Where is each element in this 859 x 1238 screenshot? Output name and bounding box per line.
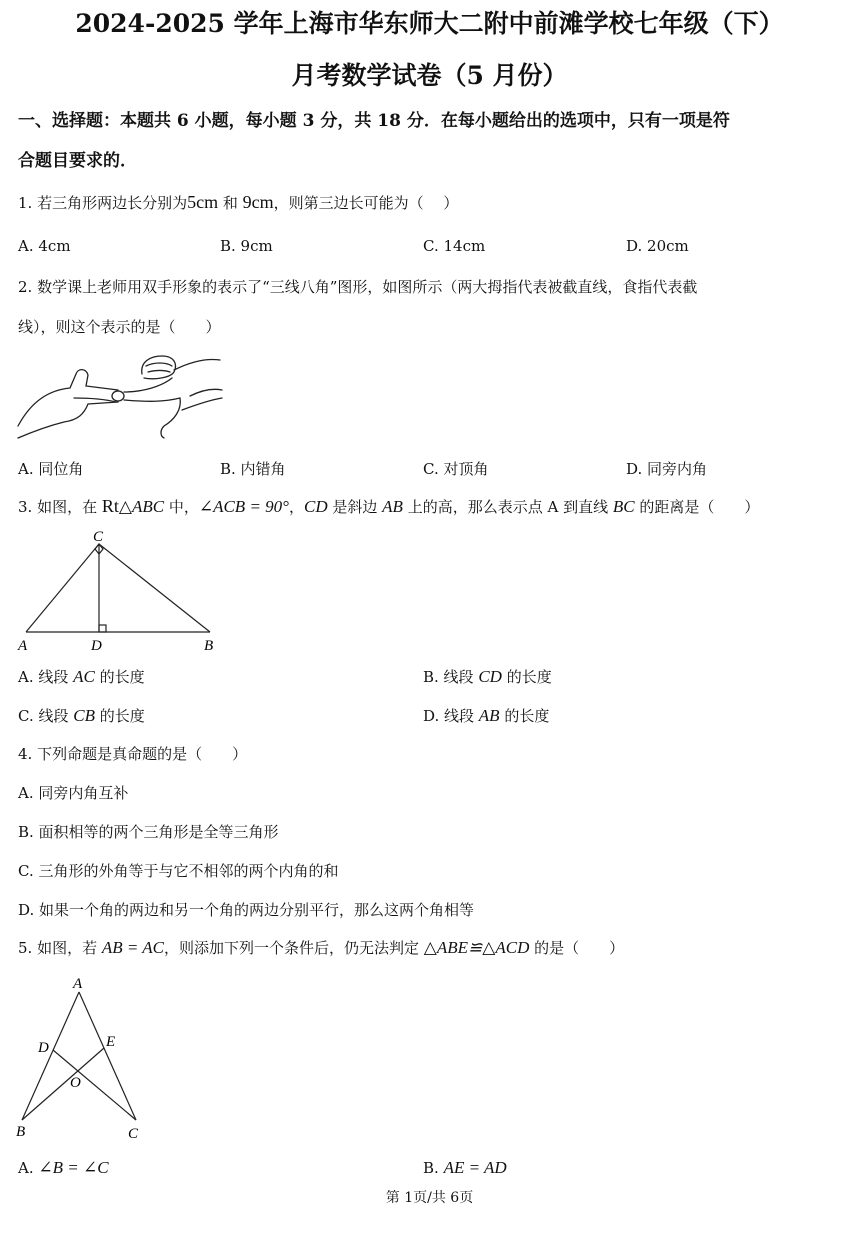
question-4-option-d: D. 如果一个角的两边和另一个角的两边分别平行，那么这两个角相等 <box>18 901 475 919</box>
page-footer: 第 1页/共 6页 <box>385 1190 474 1206</box>
question-3-ab: AB <box>382 497 403 516</box>
question-5-stem <box>18 937 624 958</box>
question-5-condition: AB = AC <box>101 938 165 957</box>
question-4-stem: 4. 下列命题是真命题的是（ ） <box>18 745 248 763</box>
label-b: B <box>204 638 214 654</box>
question-3-bc: BC <box>612 497 635 516</box>
option-math: CB <box>73 706 95 725</box>
label-d: D <box>38 1040 49 1056</box>
question-3-text: 3. 如图，在 <box>18 498 102 516</box>
question-5-text: 5. 如图，若 <box>18 939 102 957</box>
question-3-text-5: 的距离是（ ） <box>634 498 760 516</box>
triangle-abc-figure <box>12 970 152 1150</box>
option-text: C. 线段 <box>18 707 74 725</box>
option-math: AB <box>478 706 500 725</box>
hands-figure <box>14 348 226 440</box>
question-2-stem-line-1: 2. 数学课上老师用双手形象的表示了“三线八角”图形，如图所示（两大拇指代表被截直线，食指代表截 <box>18 278 698 296</box>
question-3-option-a <box>18 666 145 687</box>
option-text: 的长度 <box>94 707 145 725</box>
option-text: 的长度 <box>94 668 145 686</box>
question-1-option-b: B. 9cm <box>220 237 273 255</box>
label-b: B <box>16 1124 26 1140</box>
exam-title-line-1: 2024-2025 学年上海市华东师大二附中前滩学校七年级（下） <box>75 9 784 38</box>
question-2-option-c: C. 对顶角 <box>423 460 489 478</box>
section-heading-line-1: 一、选择题：本题共 6 小题，每小题 3 分，共 18 分．在每小题给出的选项中，只有一项是符 <box>18 111 730 131</box>
exam-title-line-2: 月考数学试卷（5 月份） <box>291 61 568 90</box>
question-5-option-b <box>423 1158 507 1178</box>
question-3-text-2: 中， <box>164 498 199 516</box>
option-text: A. <box>18 1159 39 1177</box>
triangle-figure <box>14 524 224 656</box>
question-5-text-2: ，则添加下列一个条件后，仍无法判定 <box>164 939 424 957</box>
option-math: AC <box>73 667 95 686</box>
label-a: A <box>18 638 28 654</box>
question-3-triangle: △ABC <box>118 497 165 516</box>
question-2-option-d: D. 同旁内角 <box>626 460 708 478</box>
label-o: O <box>70 1075 81 1091</box>
question-2-option-b: B. 内错角 <box>220 460 286 478</box>
question-4-option-c: C. 三角形的外角等于与它不相邻的两个内角的和 <box>18 862 339 880</box>
question-3-rt: Rt <box>101 496 119 516</box>
option-text: B. <box>423 1159 444 1177</box>
question-2-stem-line-2: 线），则这个表示的是（ ） <box>18 318 221 336</box>
question-1-side-a: 5cm <box>187 192 219 212</box>
question-3-angle: ∠ACB = 90° <box>198 497 289 516</box>
question-3-cd: CD <box>303 497 328 516</box>
question-3-option-b <box>423 666 552 687</box>
label-e: E <box>106 1034 116 1050</box>
label-c: C <box>93 529 104 545</box>
option-text: A. 线段 <box>18 668 74 686</box>
question-1-option-a: A. 4cm <box>18 237 71 255</box>
question-1-and: 和 <box>218 194 243 212</box>
question-1-option-d: D. 20cm <box>626 237 689 255</box>
option-text: 的长度 <box>501 668 552 686</box>
question-4-option-a: A. 同旁内角互补 <box>18 784 129 802</box>
option-math: AE = AD <box>443 1158 507 1177</box>
label-c: C <box>128 1126 139 1142</box>
question-2-option-a: A. 同位角 <box>18 460 84 478</box>
section-heading-line-2: 合题目要求的． <box>18 151 137 171</box>
question-1-side-b: 9cm <box>242 192 274 212</box>
option-math: ∠B = ∠C <box>38 1158 109 1177</box>
question-4-option-b: B. 面积相等的两个三角形是全等三角形 <box>18 823 279 841</box>
option-text: 的长度 <box>499 707 550 725</box>
question-1-option-c: C. 14cm <box>423 237 486 255</box>
question-3-text-3: 是斜边 <box>327 498 383 516</box>
option-math: CD <box>478 667 502 686</box>
question-1-suffix: ，则第三边长可能为（ ） <box>273 194 459 212</box>
question-3-text-4: 上的高，那么表示点 A 到直线 <box>402 498 613 516</box>
label-a: A <box>73 976 83 992</box>
question-1-text: 1. 若三角形两边长分别为 <box>18 194 188 212</box>
question-3-option-c <box>18 705 145 726</box>
option-text: D. 线段 <box>423 707 479 725</box>
question-3-option-d <box>423 705 549 726</box>
question-5-congruence: △ABE≌△ACD <box>423 938 530 957</box>
question-3-comma: ， <box>288 498 304 516</box>
question-5-text-3: 的是（ ） <box>529 939 625 957</box>
label-d: D <box>91 638 102 654</box>
option-text: B. 线段 <box>423 668 479 686</box>
question-1-stem <box>18 192 458 213</box>
question-5-option-a <box>18 1158 109 1178</box>
question-3-stem <box>18 496 759 517</box>
